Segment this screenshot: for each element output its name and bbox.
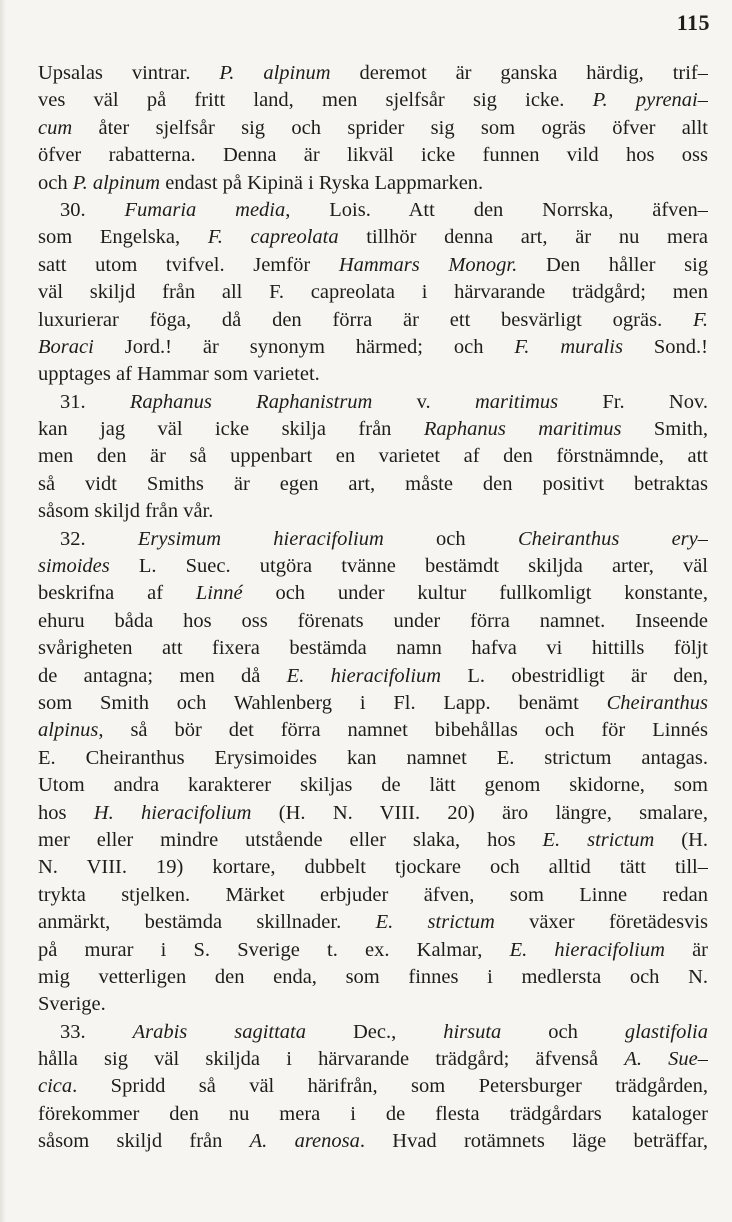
text-line: upptages af Hammar som varietet. [38, 363, 320, 386]
text-line: E. Cheiranthus Erysimoides kan namnet E. strictum antagas. [38, 746, 708, 769]
text-line: alpinus, så bör det förra namnet bibehållas och för Linnés [38, 719, 708, 742]
text-line: cum åter sjelfsår sig och sprider sig som ogräs öfver allt [38, 116, 708, 139]
page-number: 115 [676, 10, 710, 35]
text-line: ehuru båda hos oss förenats under förra namnet. Inseende [38, 609, 708, 632]
text-line: N. VIII. 19) kortare, dubbelt tjockare och alltid tätt till– [38, 856, 708, 879]
text-line: ves väl på fritt land, men sjelfsår sig icke. P. pyrenai– [38, 89, 708, 112]
text-line: och P. alpinum endast på Kipinä i Ryska Lappmarken. [38, 171, 484, 194]
text-line: 31. Raphanus Raphanistrum v. maritimus Fr. Nov. [60, 390, 708, 413]
text-line: beskrifna af Linné och under kultur fullkomligt konstante, [38, 582, 708, 605]
text-line: förekommer den nu mera i de flesta trädgårdars kataloger [38, 1102, 708, 1125]
text-line: på murar i S. Sverige t. ex. Kalmar, E. hieracifolium är [38, 938, 708, 961]
text-line: så vidt Smiths är egen art, måste den positivt betraktas [38, 472, 708, 495]
text-line: hålla sig väl skiljda i härvarande trädgård; äfvenså A. Sue– [38, 1048, 708, 1071]
text-line: de antagna; men då E. hieracifolium L. obestridligt är den, [38, 664, 708, 687]
text-line: öfver rabatterna. Denna är likväl icke funnen vild hos oss [38, 144, 708, 167]
text-line: hos H. hieracifolium (H. N. VIII. 20) äro längre, smalare, [38, 801, 708, 824]
text-line: svårigheten att fixera bestämda namn hafva vi hittills följt [38, 637, 708, 660]
text-line: luxurierar föga, då den förra är ett besvärligt ogräs. F. [38, 308, 708, 331]
text-line: Utom andra karakterer skiljas de lätt genom skidorne, som [38, 774, 708, 797]
text-line: trykta stjelken. Märket erbjuder äfven, som Linne redan [38, 883, 708, 906]
text-line: kan jag väl icke skilja från Raphanus maritimus Smith, [38, 418, 708, 441]
text-line: Upsalas vintrar. P. alpinum deremot är ganska härdig, trif– [38, 62, 708, 84]
text-line: anmärkt, bestämda skillnader. E. strictum växer företädesvis [38, 911, 708, 934]
text-line: satt utom tvifvel. Jemför Hammars Monogr. Den håller sig [38, 253, 708, 276]
text-line: men den är så uppenbart en varietet af den förstnämnde, att [38, 445, 708, 468]
text-line: såsom skiljd från vår. [38, 500, 214, 523]
page-edge [0, 0, 6, 1222]
text-line: väl skiljd från all F. capreolata i härvarande trädgård; men [38, 281, 708, 304]
text-line: cica. Spridd så väl härifrån, som Petersburger trädgården, [38, 1075, 708, 1098]
text-line: mig vetterligen den enda, som finnes i medlersta och N. [38, 965, 708, 988]
text-line: som Smith och Wahlenberg i Fl. Lapp. benämt Cheiranthus [38, 691, 708, 714]
text-line: 33. Arabis sagittata Dec., hirsuta och glastifolia [60, 1020, 708, 1043]
text-line: 30. Fumaria media, Lois. Att den Norrska, äfven– [60, 198, 708, 221]
text-line: som Engelska, F. capreolata tillhör denna art, är nu mera [38, 226, 708, 249]
text-line: simoides L. Suec. utgöra tvänne bestämdt skiljda arter, väl [38, 555, 708, 578]
text-line: 32. Erysimum hieracifolium och Cheiranthus ery– [60, 527, 708, 550]
text-line: såsom skiljd från A. arenosa. Hvad rotämnets läge beträffar, [38, 1130, 708, 1153]
body-text [38, 60, 708, 1156]
text-line: Sverige. [38, 993, 106, 1016]
text-line: mer eller mindre utstående eller slaka, hos E. strictum (H. [38, 828, 708, 851]
text-line: Boraci Jord.! är synonym härmed; och F. muralis Sond.! [38, 335, 708, 358]
